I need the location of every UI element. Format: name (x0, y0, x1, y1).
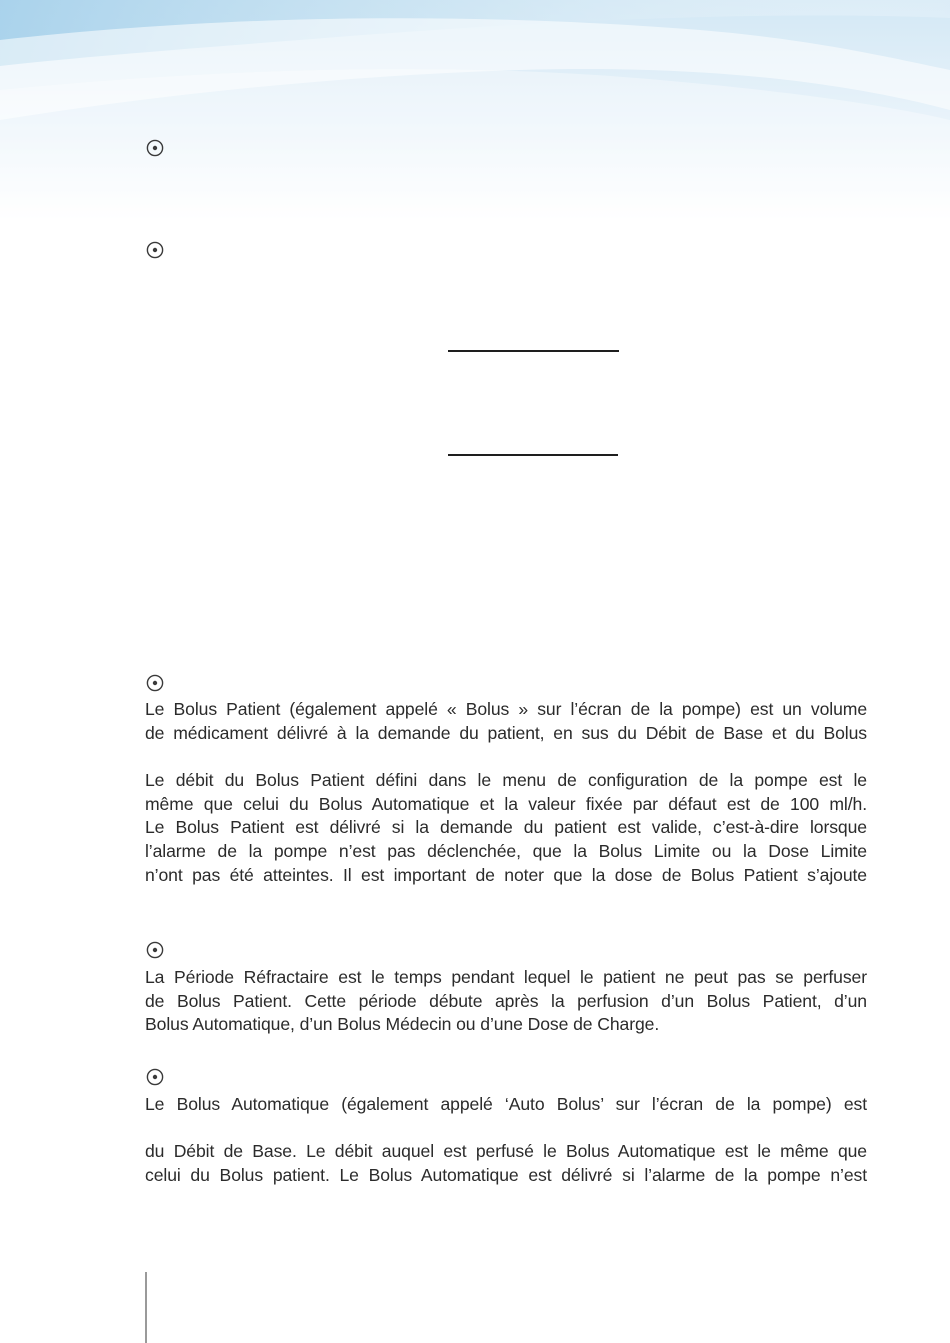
text-line: l’alarme de la pompe n’est pas déclenchée, que la Bolus Limite ou la Dose Limite (145, 841, 867, 862)
paragraph-bolus-patient (145, 698, 867, 745)
text-line: de médicament délivré à la demande du patient, en sus du Débit de Base et du Bolus (145, 722, 867, 743)
text-line: du Débit de Base. Le débit auquel est perfusé le Bolus Automatique est le même que (145, 1141, 867, 1161)
fraction-rule (448, 454, 618, 456)
paragraph-bolus-patient-debit (145, 769, 867, 888)
target-bullet-icon (146, 674, 164, 692)
paragraph-bolus-automatique-debit (145, 1140, 867, 1187)
target-bullet-icon (146, 941, 164, 959)
target-bullet-icon (146, 241, 164, 259)
target-bullet-icon (146, 139, 164, 157)
text-line: La Période Réfractaire est le temps pendant lequel le patient ne peut pas se perfuser (145, 967, 867, 987)
text-line: Le Bolus Patient est délivré si la demande du patient est valide, c’est-à-dire lorsque (145, 817, 867, 838)
text-line: celui du Bolus patient. Le Bolus Automatique est délivré si l’alarme de la pompe n’est (145, 1164, 867, 1185)
text-line: même que celui du Bolus Automatique et la valeur fixée par défaut est de 100 ml/h. (145, 793, 867, 814)
text-line: de Bolus Patient. Cette période débute après la perfusion d’un Bolus Patient, d’un (145, 990, 867, 1011)
paragraph-bolus-automatique (145, 1093, 867, 1117)
margin-rule (145, 1272, 147, 1343)
fraction-rule (448, 350, 619, 352)
text-line: Le débit du Bolus Patient défini dans le menu de configuration de la pompe est le (145, 770, 867, 790)
text-line: Bolus Automatique, d’un Bolus Médecin ou d’une Dose de Charge. (145, 1014, 660, 1035)
header-wave-background (0, 0, 950, 220)
target-bullet-icon (146, 1068, 164, 1086)
text-line: Le Bolus Patient (également appelé « Bolus » sur l’écran de la pompe) est un volume (145, 699, 867, 719)
text-line: n’ont pas été atteintes. Il est important de noter que la dose de Bolus Patient s’ajoute (145, 864, 867, 885)
text-line: Le Bolus Automatique (également appelé ‘Auto Bolus’ sur l’écran de la pompe) est (145, 1094, 867, 1114)
paragraph-periode-refractaire (145, 966, 867, 1037)
